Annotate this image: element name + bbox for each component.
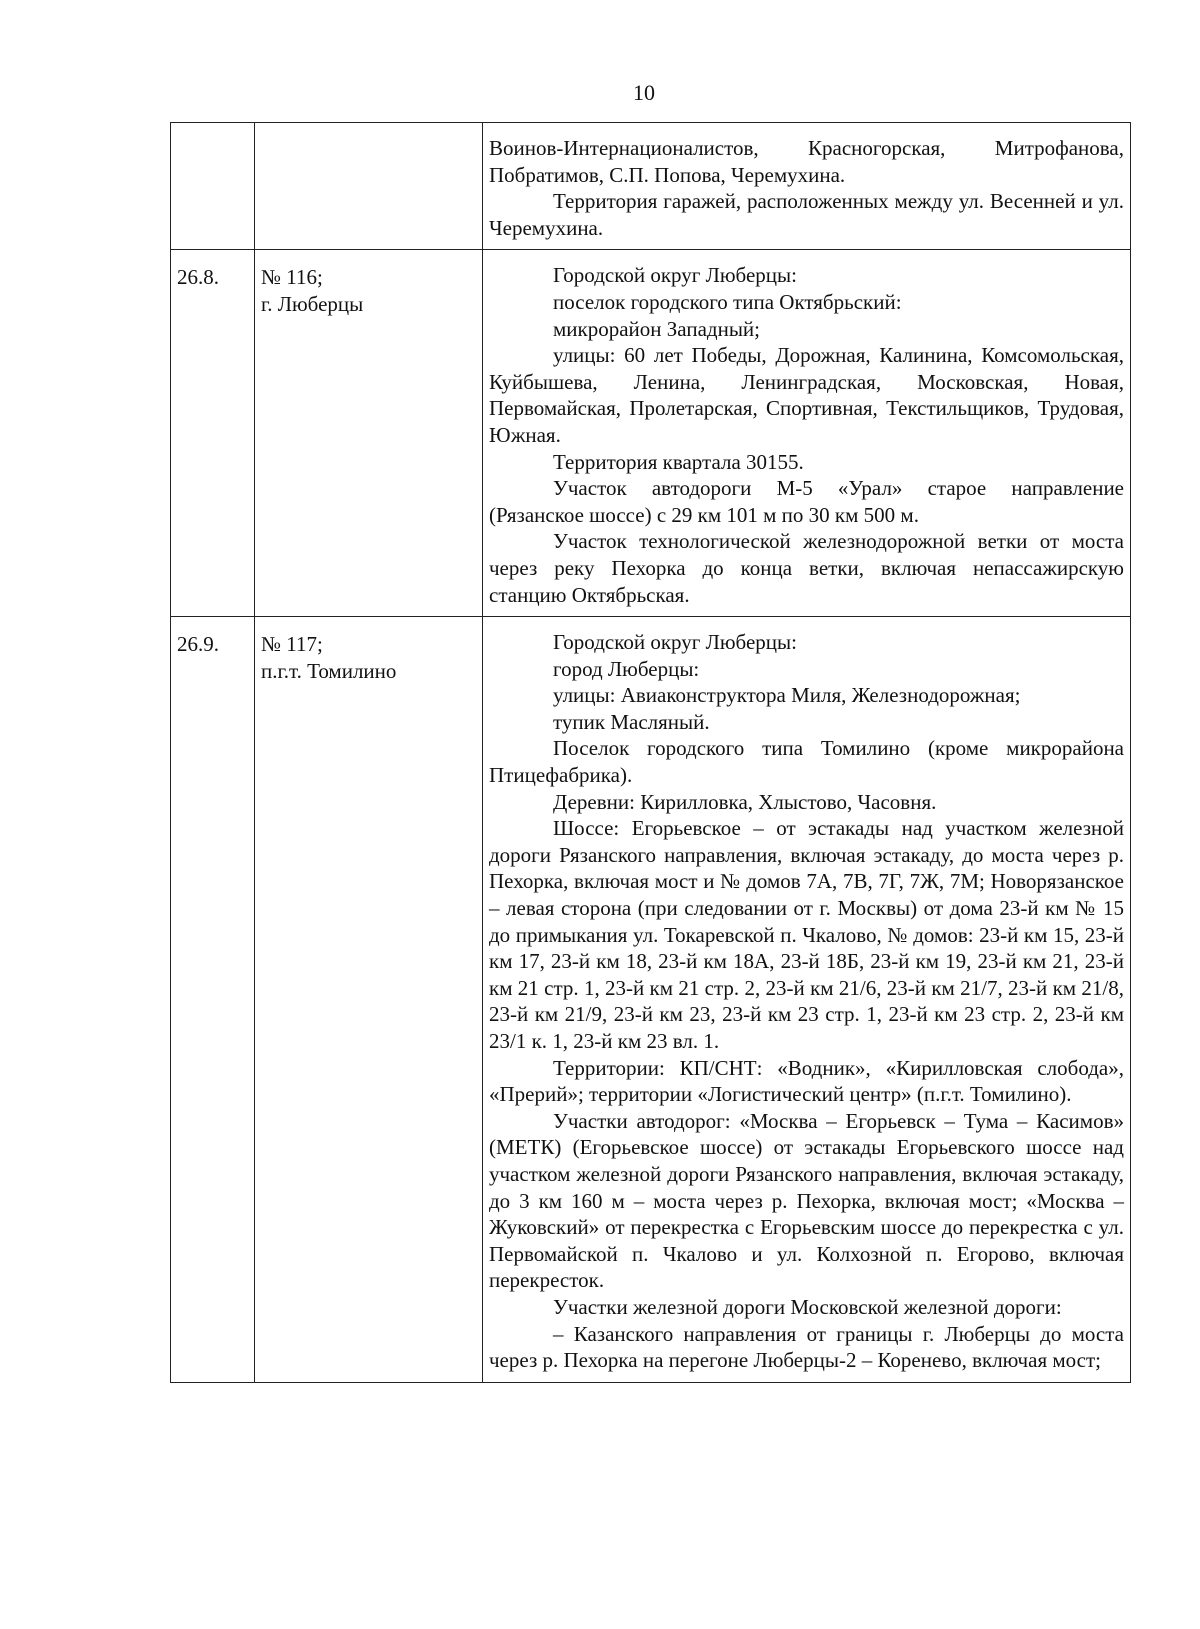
description-paragraph: улицы: Авиаконструктора Миля, Железнодорожная; [553,683,1021,708]
description-paragraph: Участки автодорог: «Москва – Егорьевск – Тума – Касимов» (МЕТК) (Егорьевское шоссе) от эстакады Егорьевского шоссе над участком железной дороги Рязанского направления, включая эстакаду, до 3 км 160 м – моста через р. Пехорка, включая мост; «Москва – Жуковский» от перекрестка с Егорьевским шоссе до перекрестка с ул. Первомайской п. Чкалово и ул. Колхозной п. Егорово, включая перекресток. [489,1108,1124,1293]
description-paragraph: Городской округ Люберцы: [553,263,797,288]
description-paragraph: Поселок городского типа Томилино (кроме микрорайона Птицефабрика). [489,736,1124,788]
description-paragraph: микрорайон Западный; [553,316,761,341]
description-paragraph: – Казанского направления от границы г. Люберцы до моста через р. Пехорка на перегоне Люберцы-2 – Коренево, включая мост; [489,1321,1124,1373]
row-number [171,123,255,250]
table-body [171,123,1131,1383]
district-cell [255,123,483,250]
description-cell [483,250,1131,617]
table-row [171,250,1131,617]
row-number: 26.8. [171,250,255,617]
description-paragraph: Территория квартала 30155. [553,449,804,474]
description-paragraph: город Люберцы: [553,656,700,681]
description-paragraph: улицы: 60 лет Победы, Дорожная, Калинина, Комсомольская, Куйбышева, Ленина, Ленинградская, Московская, Новая, Первомайская, Пролетарская, Спортивная, Текстильщиков, Трудовая, Южная. [489,343,1124,447]
description-cell [483,123,1131,250]
description-paragraph: Участок технологической железнодорожной ветки от моста через реку Пехорка до конца ветки, включая непассажирскую станцию Октябрьская. [489,529,1124,607]
description-paragraph: Участок автодороги М-5 «Урал» старое направление (Рязанское шоссе) с 29 км 101 м по 30 км 500 м. [489,476,1124,527]
description-paragraph: Шоссе: Егорьевское – от эстакады над участком железной дороги Рязанского направления, включая эстакаду, до моста через р. Пехорка, включая мост и № домов 7А, 7В, 7Г, 7Ж, 7М; Новорязанское – левая сторона (при следовании от г. Москвы) от дома 23-й км № 15 до примыкания ул. Токаревской п. Чкалово, № домов: 23-й км 15, 23-й км 17, 23-й км 18, 23-й км 18А, 23-й 18Б, 23-й км 19, 23-й км 21, 23-й км 21 стр. 1, 23-й км 21 стр. 2, 23-й км 21/6, 23-й км 21/7, 23-й км 21/8, 23-й км 21/9, 23-й км 23, 23-й км 23 стр. 1, 23-й км 23 стр. 2, 23-й км 23/1 к. 1, 23-й км 23 вл. 1. [489,816,1124,1053]
page-number: 10 [633,80,655,105]
district-cell [255,617,483,1383]
table-row [171,123,1131,250]
description-paragraph: Участки железной дороги Московской железной дороги: [553,1294,1062,1319]
description-paragraph: поселок городского типа Октябрьский: [553,289,902,314]
table-row [171,617,1131,1383]
district-line: № 117; [261,632,323,657]
description-paragraph: тупик Масляный. [553,709,710,734]
description-cell [483,617,1131,1383]
district-line: п.г.т. Томилино [261,658,397,683]
description-paragraph: Территории: КП/СНТ: «Водник», «Кирилловская слобода», «Прерий»; территории «Логистический центр» (п.г.т. Томилино). [489,1055,1124,1107]
districts-table [170,122,1131,1383]
description-paragraph: Городской округ Люберцы: [553,630,797,655]
district-line: № 116; [261,265,323,290]
description-paragraph: Территория гаражей, расположенных между ул. Весенней и ул. Черемухина. [489,189,1124,240]
row-number: 26.9. [171,617,255,1383]
description-paragraph: Воинов-Интернационалистов, Красногорская, Митрофанова, Побратимов, С.П. Попова, Черемухина. [489,136,1124,187]
district-cell [255,250,483,617]
district-line: г. Люберцы [261,291,364,316]
description-paragraph: Деревни: Кирилловка, Хлыстово, Часовня. [553,789,937,814]
